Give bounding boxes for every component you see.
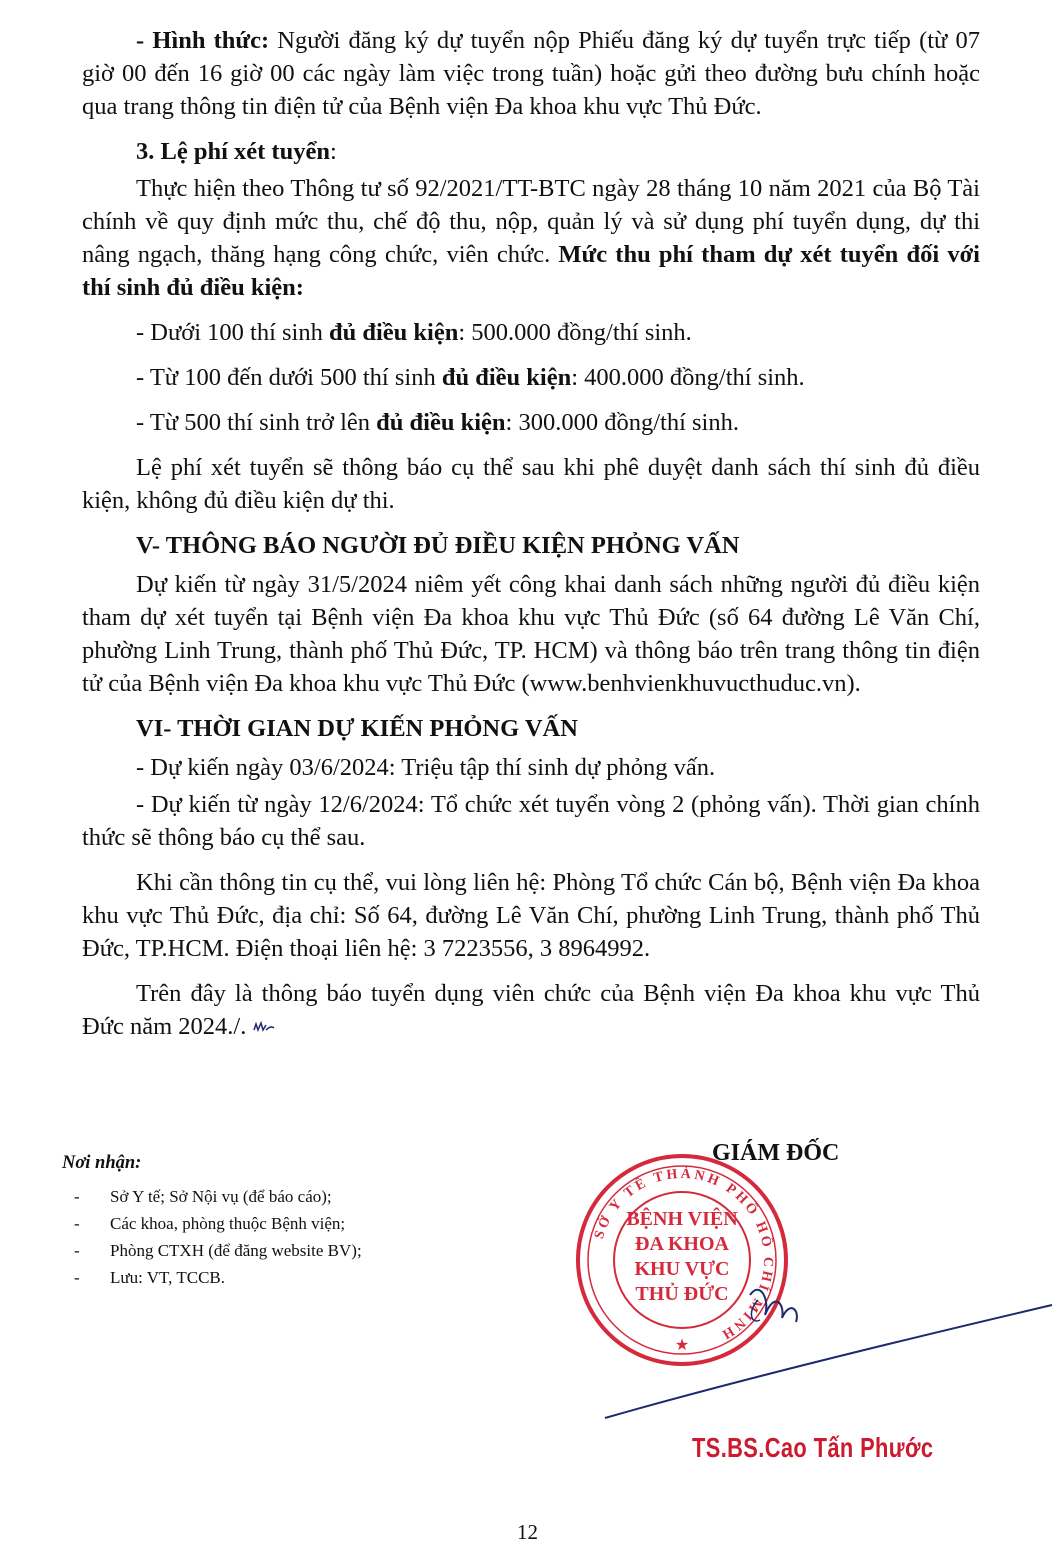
- paragraph-fee-basis: [82, 172, 980, 304]
- fee-item-text: - Từ 500 thí sinh trở lên: [136, 409, 377, 436]
- fee-item-text: - Từ 100 đến dưới 500 thí sinh: [136, 364, 442, 391]
- submission-method-label: - Hình thức:: [136, 27, 270, 54]
- paragraph-contact: Khi cần thông tin cụ thể, vui lòng liên hệ: Phòng Tổ chức Cán bộ, Bệnh viện Đa khoa khu vực Thủ Đức, địa chỉ: Số 64, đường Lê Văn Chí, phường Linh Trung, thành phố Thủ Đức, TP.HCM. Điện thoại liên hệ: 3 7223556, 3 8964992.: [82, 869, 980, 962]
- fee-item-bold: đủ điều kiện: [441, 364, 572, 391]
- section-3-colon: :: [329, 138, 337, 165]
- fee-item: [82, 316, 980, 349]
- svg-text:ĐA KHOA: ĐA KHOA: [635, 1233, 729, 1255]
- recipient-item: - Phòng CTXH (để đăng website BV);: [62, 1237, 482, 1264]
- submission-method-text: Người đăng ký dự tuyển nộp Phiếu đăng ký dự tuyển trực tiếp (từ 07 giờ 00 đến 16 giờ 00 các ngày làm việc trong tuần) hoặc gửi theo đường bưu chính hoặc qua trang thông tin điện tử của Bệnh viện Đa khoa khu vực Thủ Đức.: [82, 27, 981, 120]
- initial-mark-icon: [252, 1020, 276, 1034]
- paragraph-submission-method: [82, 24, 980, 123]
- signer-name: TS.BS.Cao Tấn Phước: [692, 1432, 934, 1463]
- recipients-list: [62, 1183, 482, 1291]
- recipient-item: - Các khoa, phòng thuộc Bệnh viện;: [62, 1210, 482, 1237]
- paragraph-fee-notice: Lệ phí xét tuyển sẽ thông báo cụ thể sau khi phê duyệt danh sách thí sinh đủ điều kiện, không đủ điều kiện dự thi.: [82, 454, 980, 514]
- recipients-title: Nơi nhận:: [62, 1153, 142, 1173]
- fee-item-amount: : 400.000 đồng/thí sinh.: [571, 364, 805, 391]
- fee-item-amount: : 500.000 đồng/thí sinh.: [458, 319, 692, 346]
- fee-basis-text: Thực hiện theo Thông tư số 92/2021/TT-BTC ngày 28 tháng 10 năm 2021 của Bộ Tài chính về quy định mức thu, chế độ thu, nộp, quản lý và sử dụng phí tuyển dụng, dự thi nâng ngạch, thăng hạng công chức, viên chức.: [82, 175, 980, 268]
- section-3-title: 3. Lệ phí xét tuyển: [136, 138, 330, 165]
- svg-text:BỆNH VIỆN: BỆNH VIỆN: [626, 1208, 738, 1230]
- director-title: GIÁM ĐỐC: [712, 1140, 840, 1166]
- recipient-item: - Lưu: VT, TCCB.: [62, 1264, 482, 1291]
- paragraph-closing: [82, 977, 980, 1043]
- svg-text:KHU VỰC: KHU VỰC: [634, 1258, 730, 1280]
- recipients-block: [62, 1150, 482, 1291]
- section-v-heading: V- THÔNG BÁO NGƯỜI ĐỦ ĐIỀU KIỆN PHỎNG VẤN: [136, 532, 740, 559]
- section-vi-heading: VI- THỜI GIAN DỰ KIẾN PHỎNG VẤN: [136, 715, 578, 742]
- fee-item-bold: đủ điều kiện: [328, 319, 459, 346]
- svg-text:★: ★: [674, 1337, 690, 1354]
- fee-item: [82, 361, 980, 394]
- recipient-item: - Sở Y tế; Sở Nội vụ (để báo cáo);: [62, 1183, 482, 1210]
- fee-item-amount: : 300.000 đồng/thí sinh.: [505, 409, 739, 436]
- paragraph-summon-date: - Dự kiến ngày 03/6/2024: Triệu tập thí sinh dự phỏng vấn.: [136, 754, 716, 781]
- document-body: [82, 24, 980, 1055]
- fee-item-bold: đủ điều kiện: [376, 409, 506, 436]
- fee-basis-bold: Mức thu phí tham dự xét tuyển đối với thí sinh đủ điều kiện:: [82, 241, 980, 301]
- closing-text: Trên đây là thông báo tuyển dụng viên chức của Bệnh viện Đa khoa khu vực Thủ Đức năm 2024./.: [82, 980, 980, 1040]
- section-3-heading: [82, 135, 980, 168]
- svg-text:SỞ Y TẾ THÀNH PHỐ HỒ CHÍ MINH: SỞ Y TẾ THÀNH PHỐ HỒ CHÍ MINH: [591, 1166, 776, 1343]
- svg-text:THỦ ĐỨC: THỦ ĐỨC: [635, 1283, 729, 1305]
- page-number: 12: [517, 1520, 538, 1544]
- fee-item-text: - Dưới 100 thí sinh: [136, 319, 329, 346]
- signature-icon: [600, 1270, 1055, 1430]
- paragraph-eligible-list: Dự kiến từ ngày 31/5/2024 niêm yết công khai danh sách những người đủ điều kiện tham dự xét tuyển tại Bệnh viện Đa khoa khu vực Thủ Đức (số 64 đường Lê Văn Chí, phường Linh Trung, thành phố Thủ Đức, TP. HCM) và thông báo trên trang thông tin điện tử của Bệnh viện Đa khoa khu vực Thủ Đức (www.benhvienkhuvucthuduc.vn).: [82, 571, 980, 697]
- fee-item: [82, 406, 980, 439]
- paragraph-interview-date: - Dự kiến từ ngày 12/6/2024: Tổ chức xét tuyển vòng 2 (phỏng vấn). Thời gian chính thức sẽ thông báo cụ thể sau.: [82, 791, 980, 851]
